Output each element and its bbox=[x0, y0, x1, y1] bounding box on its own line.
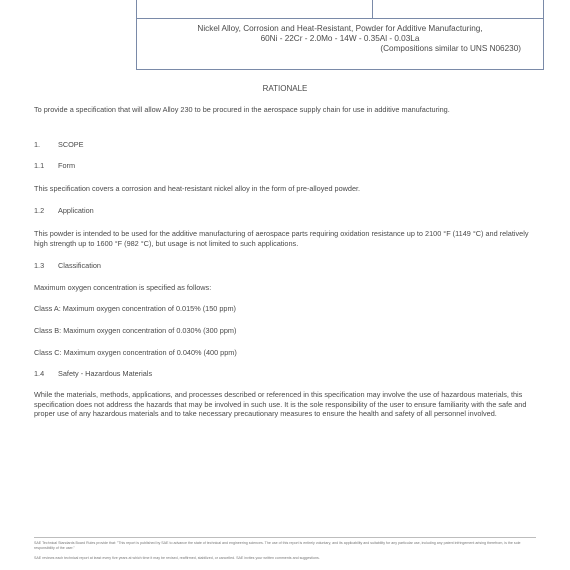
section-classification-heading bbox=[34, 261, 101, 270]
section-number: 1.3 bbox=[34, 261, 45, 270]
title-line-1: Nickel Alloy, Corrosion and Heat-Resistant, Powder for Additive Manufacturing, bbox=[197, 24, 483, 33]
section-label: SCOPE bbox=[58, 140, 84, 149]
section-number: 1.2 bbox=[34, 206, 45, 215]
rationale-text: To provide a specification that will allow Alloy 230 to be procured in the aerospace supply chain for use in additive manufacturing. bbox=[34, 105, 450, 114]
footer-divider bbox=[34, 537, 536, 538]
section-number: 1.4 bbox=[34, 369, 45, 378]
footnote-2: SAE reviews each technical report at least every five years at which time it may be revised, reaffirmed, stabilized, or cancelled. SAE invites your written comments and suggestions. bbox=[34, 556, 320, 560]
section-scope-heading bbox=[34, 140, 84, 149]
title-box-header-row bbox=[137, 0, 543, 19]
footnote-1: SAE Technical Standards Board Rules provide that: "This report is published by SAE to advance the state of technical and engineering sciences. The use of this report is entirely voluntary, and its applicability and suitability for any particular use, including any patent infringement arising therefrom, is the sole responsibility of the user." bbox=[34, 541, 521, 550]
class-c-item: Class C: Maximum oxygen concentration of 0.040% (400 ppm) bbox=[34, 348, 237, 357]
form-text: This specification covers a corrosion and heat-resistant nickel alloy in the form of pre-alloyed powder. bbox=[34, 184, 361, 193]
section-number: 1. bbox=[34, 140, 41, 149]
section-safety-heading bbox=[34, 369, 152, 378]
section-number: 1.1 bbox=[34, 161, 45, 170]
title-line-2: 60Ni - 22Cr - 2.0Mo - 14W - 0.35Al - 0.03La bbox=[260, 34, 420, 43]
rationale-heading: RATIONALE bbox=[262, 84, 308, 93]
section-label: Form bbox=[58, 161, 76, 170]
section-label: Safety - Hazardous Materials bbox=[58, 369, 153, 378]
classification-intro: Maximum oxygen concentration is specified as follows: bbox=[34, 283, 212, 292]
safety-text: While the materials, methods, applications, and processes described or referenced in this specification may involve the use of hazardous materials, this specification does not address the hazards that may be involved in such use. It is the sole responsibility of the user to ensure familiarity with the safe and proper use of any hazardous materials and to take necessary precautionary measures to ensure the health and safety of all personnel involved. bbox=[34, 390, 527, 418]
section-label: Classification bbox=[58, 261, 101, 270]
section-application-heading bbox=[34, 206, 94, 215]
document-title bbox=[137, 24, 543, 54]
header-divider bbox=[372, 0, 373, 18]
class-a-item: Class A: Maximum oxygen concentration of 0.015% (150 ppm) bbox=[34, 304, 236, 313]
application-text: This powder is intended to be used for the additive manufacturing of aerospace parts requiring oxidation resistance up to 2100 °F (1149 °C) and relatively high strength up to 1600 °F (982 °C), but usage is not limited to such applications. bbox=[34, 229, 529, 248]
section-label: Application bbox=[58, 206, 94, 215]
section-form-heading bbox=[34, 161, 75, 170]
title-box bbox=[136, 0, 544, 70]
class-b-item: Class B: Maximum oxygen concentration of 0.030% (300 ppm) bbox=[34, 326, 237, 335]
title-line-3: (Compositions similar to UNS N06230) bbox=[380, 44, 521, 53]
